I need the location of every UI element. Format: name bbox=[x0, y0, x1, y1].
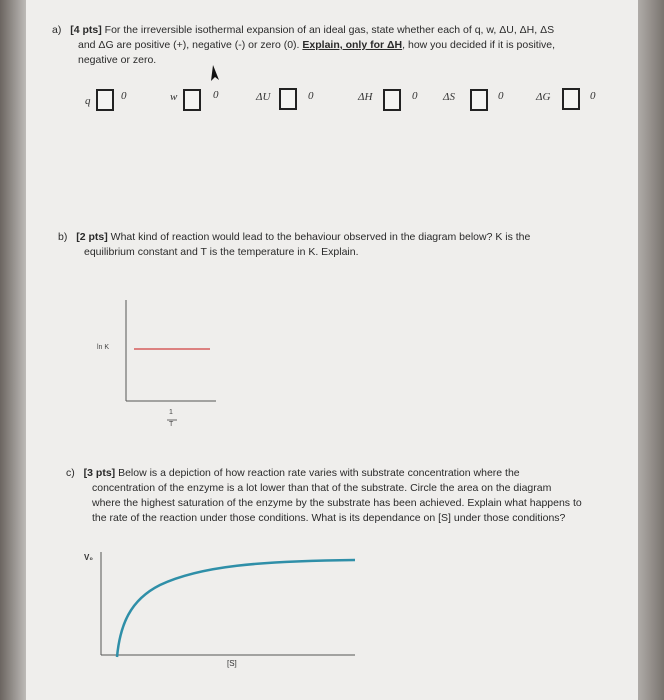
answer-w-symbol: w bbox=[170, 91, 178, 103]
answer-du-symbol: ΔU bbox=[256, 91, 271, 103]
question-a-label: a) bbox=[52, 24, 62, 36]
question-a-line1: For the irreversible isothermal expansion of an ideal gas, state whether each of q, w, ΔU, ΔH, ΔS bbox=[101, 24, 555, 36]
diagram-c-x-label: [S] bbox=[227, 659, 237, 668]
question-c-line1: Below is a depiction of how reaction rate varies with substrate concentration where the bbox=[115, 467, 520, 479]
diagram-b-x-label-num: 1 bbox=[169, 409, 173, 416]
answer-w-value: 0 bbox=[213, 89, 219, 101]
question-a-line3: negative or zero. bbox=[78, 54, 157, 66]
question-c-points: [3 pts] bbox=[83, 467, 116, 479]
answer-ds-value: 0 bbox=[498, 90, 504, 102]
answer-ds-symbol: ΔS bbox=[443, 91, 455, 103]
diagram-b-x-label-den: T bbox=[169, 421, 174, 428]
question-c-label: c) bbox=[66, 467, 75, 479]
answer-du-value: 0 bbox=[308, 90, 314, 102]
question-c-line3: where the highest saturation of the enzyme by the substrate has been achieved. Explain what happens to bbox=[92, 497, 582, 509]
answer-dg-symbol: ΔG bbox=[536, 91, 551, 103]
question-c-line2: concentration of the enzyme is a lot lower than that of the substrate. Circle the area on the diagram bbox=[92, 482, 552, 494]
diagram-c-rate-curve bbox=[117, 560, 355, 657]
diagram-c-y-label: V₀ bbox=[84, 553, 93, 562]
question-b-line2: equilibrium constant and T is the temperature in K. Explain. bbox=[84, 246, 359, 258]
question-b-label: b) bbox=[58, 231, 68, 243]
question-a-line2-post: , how you decided if it is positive, bbox=[402, 39, 556, 51]
answer-q-value: 0 bbox=[121, 90, 127, 102]
question-c-line4: the rate of the reaction under those conditions. What is its dependance on [S] under those conditions? bbox=[92, 512, 566, 524]
diagram-b-y-label: ln K bbox=[97, 344, 110, 351]
answer-q-symbol: q bbox=[85, 95, 91, 107]
question-a-explain: Explain, only for ΔH bbox=[302, 39, 403, 51]
question-b-line1: What kind of reaction would lead to the behaviour observed in the diagram below? K is the bbox=[107, 231, 531, 243]
question-a-points: [4 pts] bbox=[70, 24, 102, 36]
answer-dh-value: 0 bbox=[412, 90, 418, 102]
question-b-points: [2 pts] bbox=[76, 231, 108, 243]
question-a-line2-pre: and ΔG are positive (+), negative (-) or zero (0). bbox=[78, 39, 303, 51]
answer-dh-symbol: ΔH bbox=[358, 91, 373, 103]
answer-dg-value: 0 bbox=[590, 90, 596, 102]
